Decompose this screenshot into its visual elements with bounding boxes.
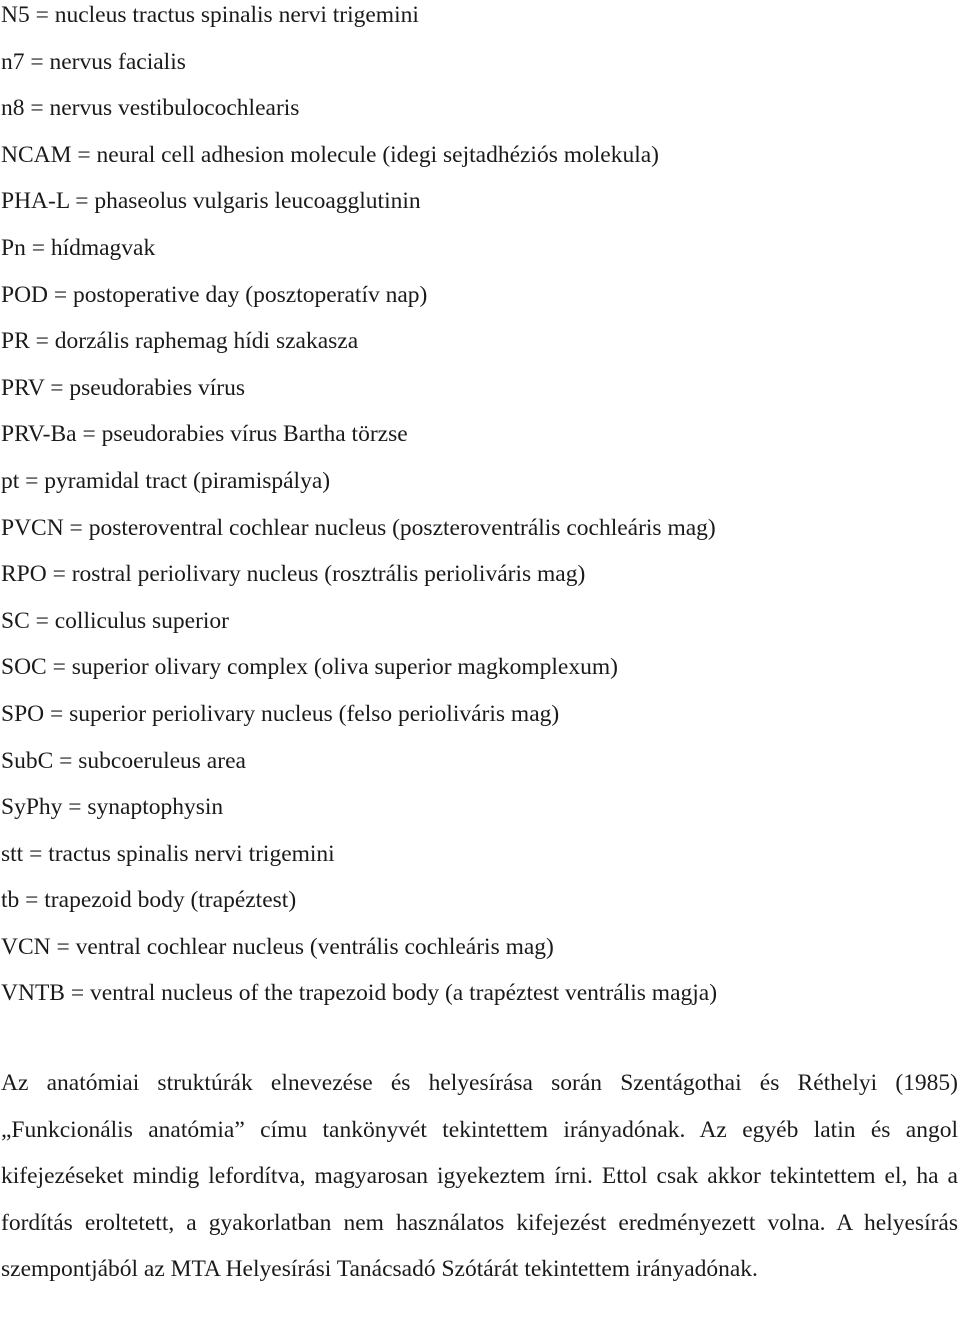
abbreviation-item: SubC = subcoeruleus area [1,747,246,774]
abbreviation-item: PHA-L = phaseolus vulgaris leucoagglutinin [1,188,421,215]
abbreviation-item: PRV = pseudorabies vírus [1,374,245,401]
abbreviation-item: SyPhy = synaptophysin [1,794,224,821]
abbreviation-item: SC = colliculus superior [1,607,230,634]
abbreviation-item: tb = trapezoid body (trapéztest) [1,887,297,914]
abbreviation-item: PVCN = posteroventral cochlear nucleus (poszteroventrális cochleáris mag) [1,514,716,541]
abbreviation-item: Pn = hídmagvak [1,234,156,261]
abbreviation-item: PRV-Ba = pseudorabies vírus Bartha törzse [1,421,408,448]
abbreviation-item: VCN = ventral cochlear nucleus (ventrális cochleáris mag) [1,933,554,960]
abbreviation-item: N5 = nucleus tractus spinalis nervi trigemini [1,2,419,28]
abbreviation-item: n8 = nervus vestibulocochlearis [1,95,300,122]
abbreviation-item: RPO = rostral periolivary nucleus (rosztrális perioliváris mag) [1,561,586,588]
abbreviation-item: VNTB = ventral nucleus of the trapezoid body (a trapéztest ventrális magja) [1,980,718,1007]
abbreviation-item: POD = postoperative day (posztoperatív nap) [1,281,428,308]
abbreviation-item: pt = pyramidal tract (piramispálya) [1,467,331,494]
abbreviation-item: SOC = superior olivary complex (oliva superior magkomplexum) [1,654,618,681]
abbreviation-item: SPO = superior periolivary nucleus (felso perioliváris mag) [1,700,560,727]
abbreviation-item: PR = dorzális raphemag hídi szakasza [1,328,359,355]
abbreviation-item: NCAM = neural cell adhesion molecule (idegi sejtadhéziós molekula) [1,141,659,168]
abbreviation-item: n7 = nervus facialis [1,48,186,75]
abbreviation-list [1,0,717,1017]
abbreviation-item: stt = tractus spinalis nervi trigemini [1,840,335,867]
note-paragraph: Az anatómiai struktúrák elnevezése és helyesírása során Szentágothai és Réthelyi (1985) „Funkcionális anatómia” címu tankönyvét tekintettem irányadónak. Az egyéb latin és angol kifejezéseket mindig lefordítva, magyarosan igyekeztem írni. Ettol csak akkor tekintettem el, ha a fordítás eroltetett, a gyakorlatban nem használatos kifejezést eredményezett volna. A helyesírás szempontjából az MTA Helyesírási Tanácsadó Szótárát tekintettem irányadónak. [1,1070,958,1283]
